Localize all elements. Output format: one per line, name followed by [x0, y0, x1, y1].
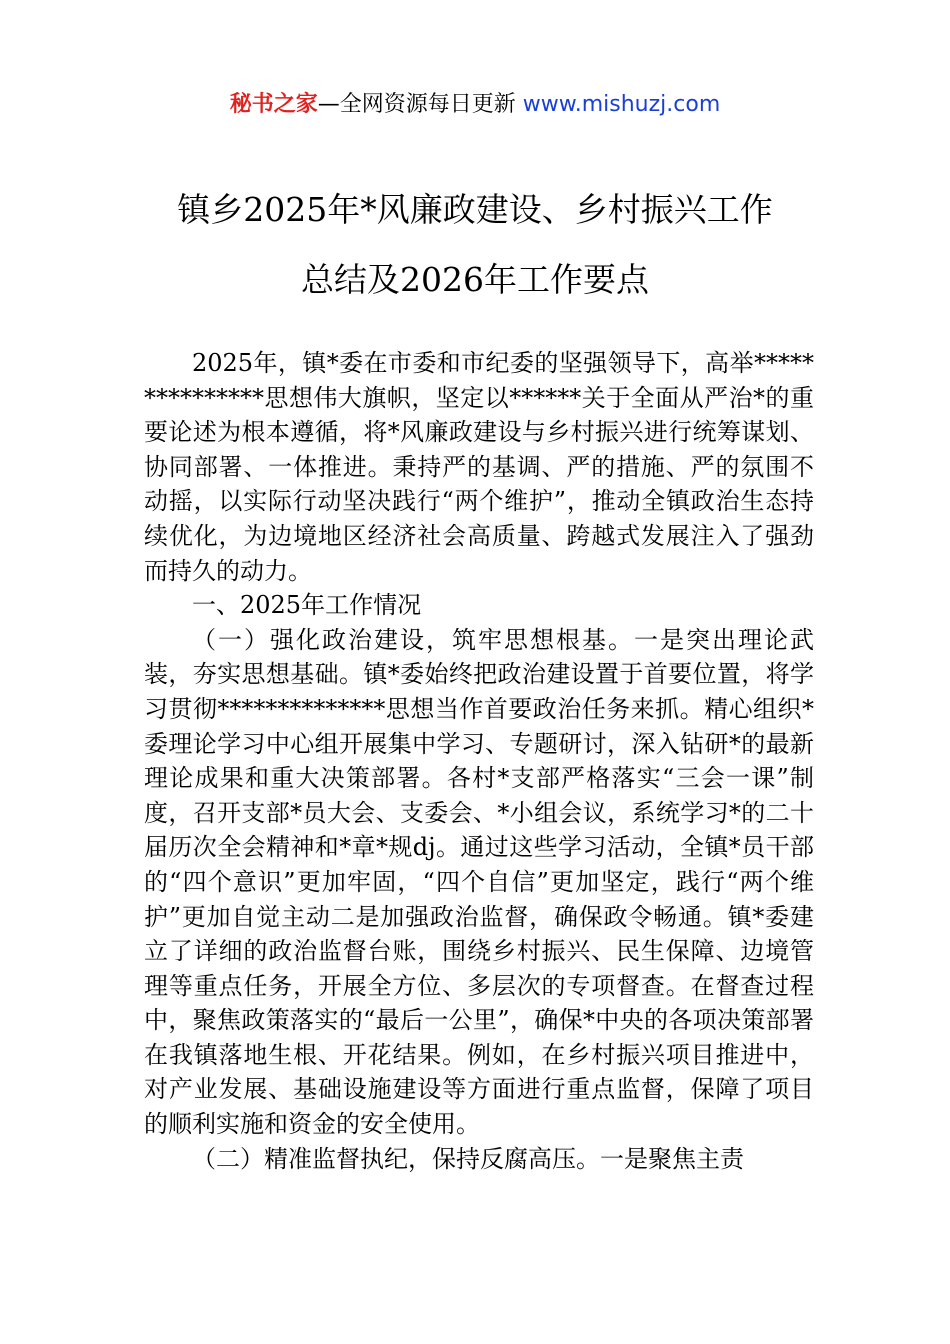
site-header — [0, 88, 950, 122]
header-tagline: —全网资源每日更新 — [317, 92, 523, 117]
document-title-line-2: 总结及2026年工作要点 — [301, 260, 649, 299]
brand-name: 秘书之家 — [229, 92, 318, 117]
site-url-link[interactable]: www.mishuzj.com — [522, 92, 721, 117]
body-paragraph: （一）强化政治建设，筑牢思想根基。一是突出理论武装，夯实思想基础。镇*委始终把政治建设置于首要位置，将学习贯彻**************思想当作首要政治任务来抓。精心组织*委理论学习中心组开展集中学习、专题研讨，深入钻研*的最新理论成果和重大决策部署。各村*支部严格落实“三会一课”制度，召开支部*员大会、支委会、*小组会议，系统学习*的二十届历次全会精神和*章*规dj。通过这些学习活动，全镇*员干部的“四个意识”更加牢固，“四个自信”更加坚定，践行“两个维护”更加自觉主动二是加强政治监督，确保政令畅通。镇*委建立了详细的政治监督台账，围绕乡村振兴、民生保障、边境管理等重点任务，开展全方位、多层次的专项督查。在督查过程中，聚焦政策落实的“最后一公里”，确保*中央的各项决策部署在我镇落地生根、开花结果。例如，在乡村振兴项目推进中，对产业发展、基础设施建设等方面进行重点监督，保障了项目的顺利实施和资金的安全使用。 — [144, 625, 814, 1139]
document-title-line-1: 镇乡2025年*风廉政建设、乡村振兴工作 — [177, 190, 773, 229]
intro-paragraph: 2025年，镇*委在市委和市纪委的坚强领导下，高举***************思想伟大旗帜，坚定以******关于全面从严治*的重要论述为根本遵循，将*风廉政建设与乡村振兴进行统筹谋划、协同部署、一体推进。秉持严的基调、严的措施、严的氛围不动摇，以实际行动坚决践行“两个维护”，推动全镇政治生态持续优化，为边境地区经济社会高质量、跨越式发展注入了强劲而持久的动力。 — [144, 349, 814, 585]
document-body — [144, 346, 814, 1176]
section-heading: 一、2025年工作情况 — [192, 591, 422, 620]
body-paragraph: （二）精准监督执纪，保持反腐高压。一是聚焦主责 — [192, 1144, 744, 1173]
